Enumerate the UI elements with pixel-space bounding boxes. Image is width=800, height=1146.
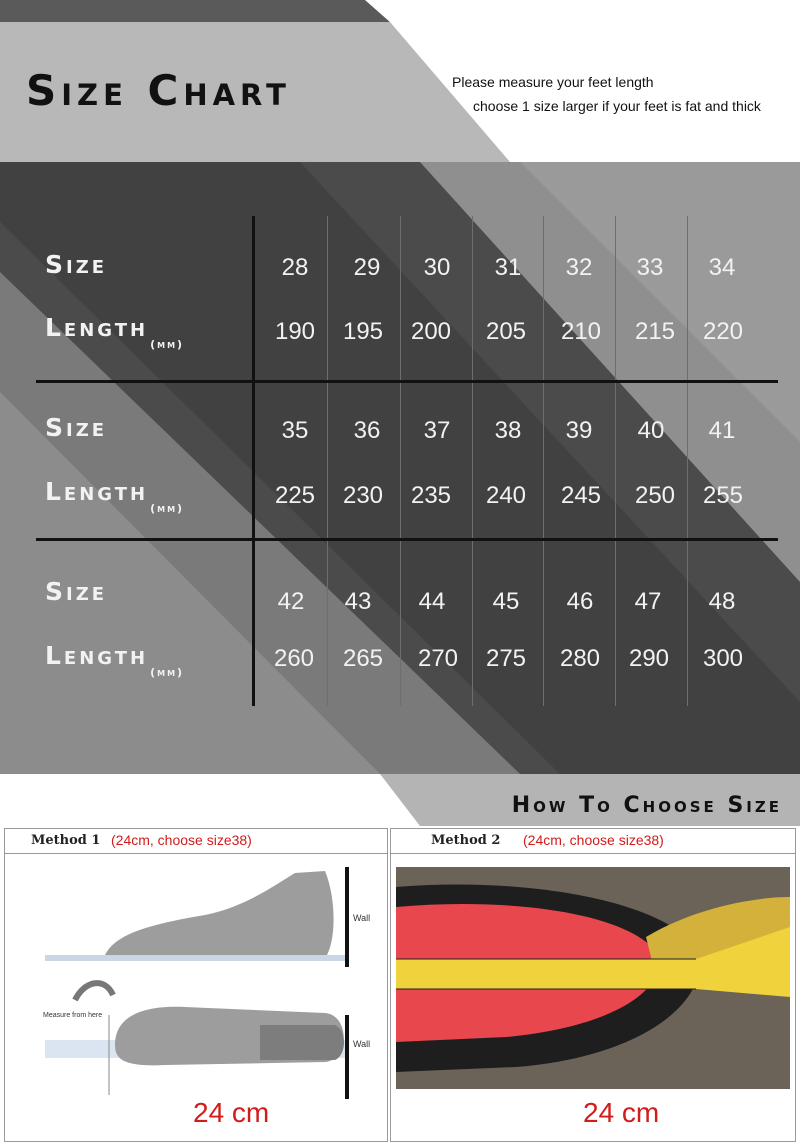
foot-measure-illustration [5,855,387,1099]
tape-measure-photo [396,867,790,1089]
size-cell: 34 [708,254,736,281]
length-cell: 255 [702,482,744,509]
length-cell: 195 [342,318,384,345]
size-cell: 40 [637,417,665,444]
column-divider [687,216,688,706]
length-cell: 235 [410,482,452,509]
length-cell: 290 [628,645,670,672]
wall-label: Wall [353,913,371,923]
size-cell: 30 [423,254,451,281]
unit-label: (mm) [150,666,185,679]
measure-note: Please measure your feet length [452,74,654,90]
length-cell: 245 [560,482,602,509]
length-cell: 215 [634,318,676,345]
table-divider-main [252,216,255,706]
page-title: Size Chart [26,66,291,115]
length-row-label: Length$_{(mm)}$ [45,641,185,679]
length-cell: 250 [634,482,676,509]
size-cell: 32 [565,254,593,281]
how-to-title: How To Choose Size [511,793,782,818]
length-cell: 230 [342,482,384,509]
length-cell: 220 [702,318,744,345]
size-cell: 28 [281,254,309,281]
size-cell: 47 [634,588,662,615]
method-1-name: Method 1 [31,833,101,848]
block-divider [36,538,778,541]
block-divider [36,380,778,383]
method-2-note: (24cm, choose size38) [523,832,664,848]
size-row-label: Size [45,577,108,606]
size-cell: 48 [708,588,736,615]
length-row-label: Length$_{(mm)}$ [45,477,185,515]
length-cell: 200 [410,318,452,345]
column-divider [400,216,401,706]
size-row-label: Size [45,413,108,442]
column-divider [327,216,328,706]
size-cell: 31 [494,254,522,281]
method-2-panel [390,828,796,1142]
length-cell: 270 [417,645,459,672]
length-cell: 210 [560,318,602,345]
measurement-label: 24 cm [583,1097,660,1128]
size-cell: 45 [492,588,520,615]
method-1-note: (24cm, choose size38) [111,832,252,848]
size-cell: 29 [353,254,381,281]
length-cell: 300 [702,645,744,672]
length-cell: 190 [274,318,316,345]
method-2-name: Method 2 [431,833,501,848]
size-cell: 36 [353,417,381,444]
length-cell: 280 [559,645,601,672]
size-cell: 46 [566,588,594,615]
size-cell: 39 [565,417,593,444]
size-cell: 43 [344,588,372,615]
column-divider [472,216,473,706]
size-up-note: choose 1 size larger if your feet is fat and thick [473,98,761,114]
size-cell: 41 [708,417,736,444]
length-cell: 260 [273,645,315,672]
length-cell: 275 [485,645,527,672]
length-cell: 225 [274,482,316,509]
column-divider [543,216,544,706]
measure-from-here-label: Measure from here [43,1012,103,1019]
method-1-panel [4,828,388,1142]
length-row-label: Length$_{(mm)}$ [45,313,185,351]
size-cell: 33 [636,254,664,281]
size-cell: 38 [494,417,522,444]
measurement-label: 24 cm [193,1097,270,1128]
method-2-header [391,829,795,854]
size-cell: 44 [418,588,446,615]
size-cell: 37 [423,417,451,444]
length-cell: 240 [485,482,527,509]
size-row-label: Size [45,250,108,279]
column-divider [615,216,616,706]
length-cell: 265 [342,645,384,672]
size-cell: 42 [277,588,305,615]
method-1-header [5,829,387,854]
unit-label: (mm) [150,338,185,351]
size-cell: 35 [281,417,309,444]
wall-label: Wall [353,1039,371,1049]
unit-label: (mm) [150,502,185,515]
length-cell: 205 [485,318,527,345]
